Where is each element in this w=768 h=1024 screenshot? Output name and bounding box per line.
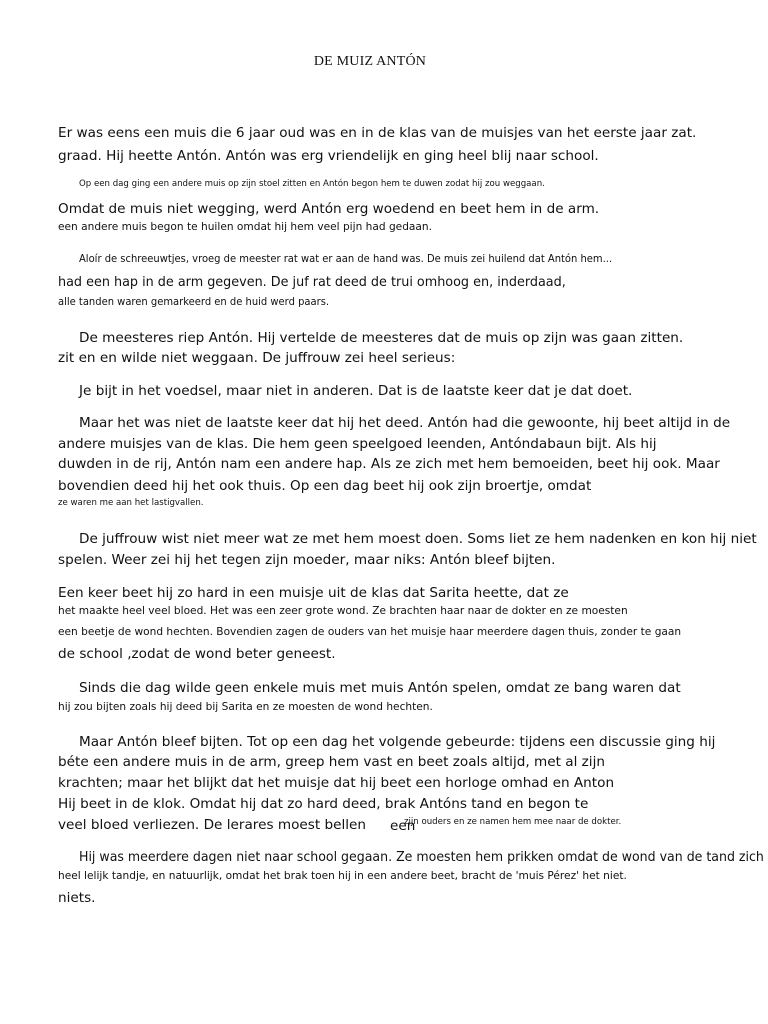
text-line: heel lelijk tandje, en natuurlijk, omdat het brak toen hij in een andere beet, bracht de 'muis Pérez' het niet. [58,870,627,882]
text-line: De juffrouw wist niet meer wat ze met hem moest doen. Soms liet ze hem nadenken en kon hij niet [79,531,757,547]
text-line: zit en en wilde niet weggaan. De juffrouw zei heel serieus: [58,350,456,366]
text-line: Omdat de muis niet wegging, werd Antón erg woedend en beet hem in de arm. [58,201,600,217]
text-line: het maakte heel veel bloed. Het was een zeer grote wond. Ze brachten haar naar de dokter en ze moesten [58,605,628,617]
text-line: een [390,818,416,834]
text-line: bovendien deed hij het ook thuis. Op een dag beet hij ook zijn broertje, omdat [58,478,592,494]
text-line: alle tanden waren gemarkeerd en de huid werd paars. [58,296,330,308]
text-line: Hij was meerdere dagen niet naar school gegaan. Ze moesten hem prikken omdat de wond van de tand zich [79,849,764,865]
text-line: hij zou bijten zoals hij deed bij Sarita en ze moesten de wond hechten. [58,701,433,713]
text-line: Sinds die dag wilde geen enkele muis met muis Antón spelen, omdat ze bang waren dat [79,680,681,696]
text-line: Een keer beet hij zo hard in een muisje uit de klas dat Sarita heette, dat ze [58,585,569,601]
text-line: krachten; maar het blijkt dat het muisje dat hij beet een horloge omhad en Anton [58,775,615,791]
text-line: Aloír de schreeuwtjes, vroeg de meester rat wat er aan de hand was. De muis zei huilend dat Antón hem... [79,253,613,265]
text-line: Maar Antón bleef bijten. Tot op een dag het volgende gebeurde: tijdens een discussie ging hij [79,734,716,750]
text-line: béte een andere muis in de arm, greep hem vast en beet zoals altijd, met al zijn [58,754,605,770]
text-line: duwden in de rij, Antón nam een andere hap. Als ze zich met hem bemoeiden, beet hij ook. Maar [58,456,720,472]
text-line: Maar het was niet de laatste keer dat hij het deed. Antón had die gewoonte, hij beet altijd in de [79,415,731,431]
text-line: Er was eens een muis die 6 jaar oud was en in de klas van de muisjes van het eerste jaar zat. [58,125,697,141]
text-line: Op een dag ging een andere muis op zijn stoel zitten en Antón begon hem te duwen zodat hij zou weggaan. [79,179,545,189]
text-line: had een hap in de arm gegeven. De juf rat deed de trui omhoog en, inderdaad, [58,274,566,290]
text-line: een beetje de wond hechten. Bovendien zagen de ouders van het muisje haar meerdere dagen thuis, zonder te gaan [58,626,682,638]
text-line: Hij beet in de klok. Omdat hij dat zo hard deed, brak Antóns tand en begon te [58,796,589,812]
text-line: Je bijt in het voedsel, maar niet in anderen. Dat is de laatste keer dat je dat doet. [79,383,633,399]
text-line: graad. Hij heette Antón. Antón was erg vriendelijk en ging heel blij naar school. [58,148,599,164]
text-line: niets. [58,890,96,906]
text-line: veel bloed verliezen. De lerares moest bellen [58,817,367,833]
text-line: zijn ouders en ze namen hem mee naar de dokter. [404,817,622,827]
text-line: ze waren me aan het lastigvallen. [58,498,204,508]
text-line: de school ,zodat de wond beter geneest. [58,646,336,662]
text-line: andere muisjes van de klas. Die hem geen speelgoed leenden, Antóndabaun bijt. Als hij [58,436,657,452]
text-line: een andere muis begon te huilen omdat hij hem veel pijn had gedaan. [58,221,432,233]
document-title: DE MUIZ ANTÓN [313,54,427,69]
text-line: spelen. Weer zei hij het tegen zijn moeder, maar niks: Antón bleef bijten. [58,552,556,568]
text-line: De meesteres riep Antón. Hij vertelde de meesteres dat de muis op zijn was gaan zitten. [79,330,684,346]
